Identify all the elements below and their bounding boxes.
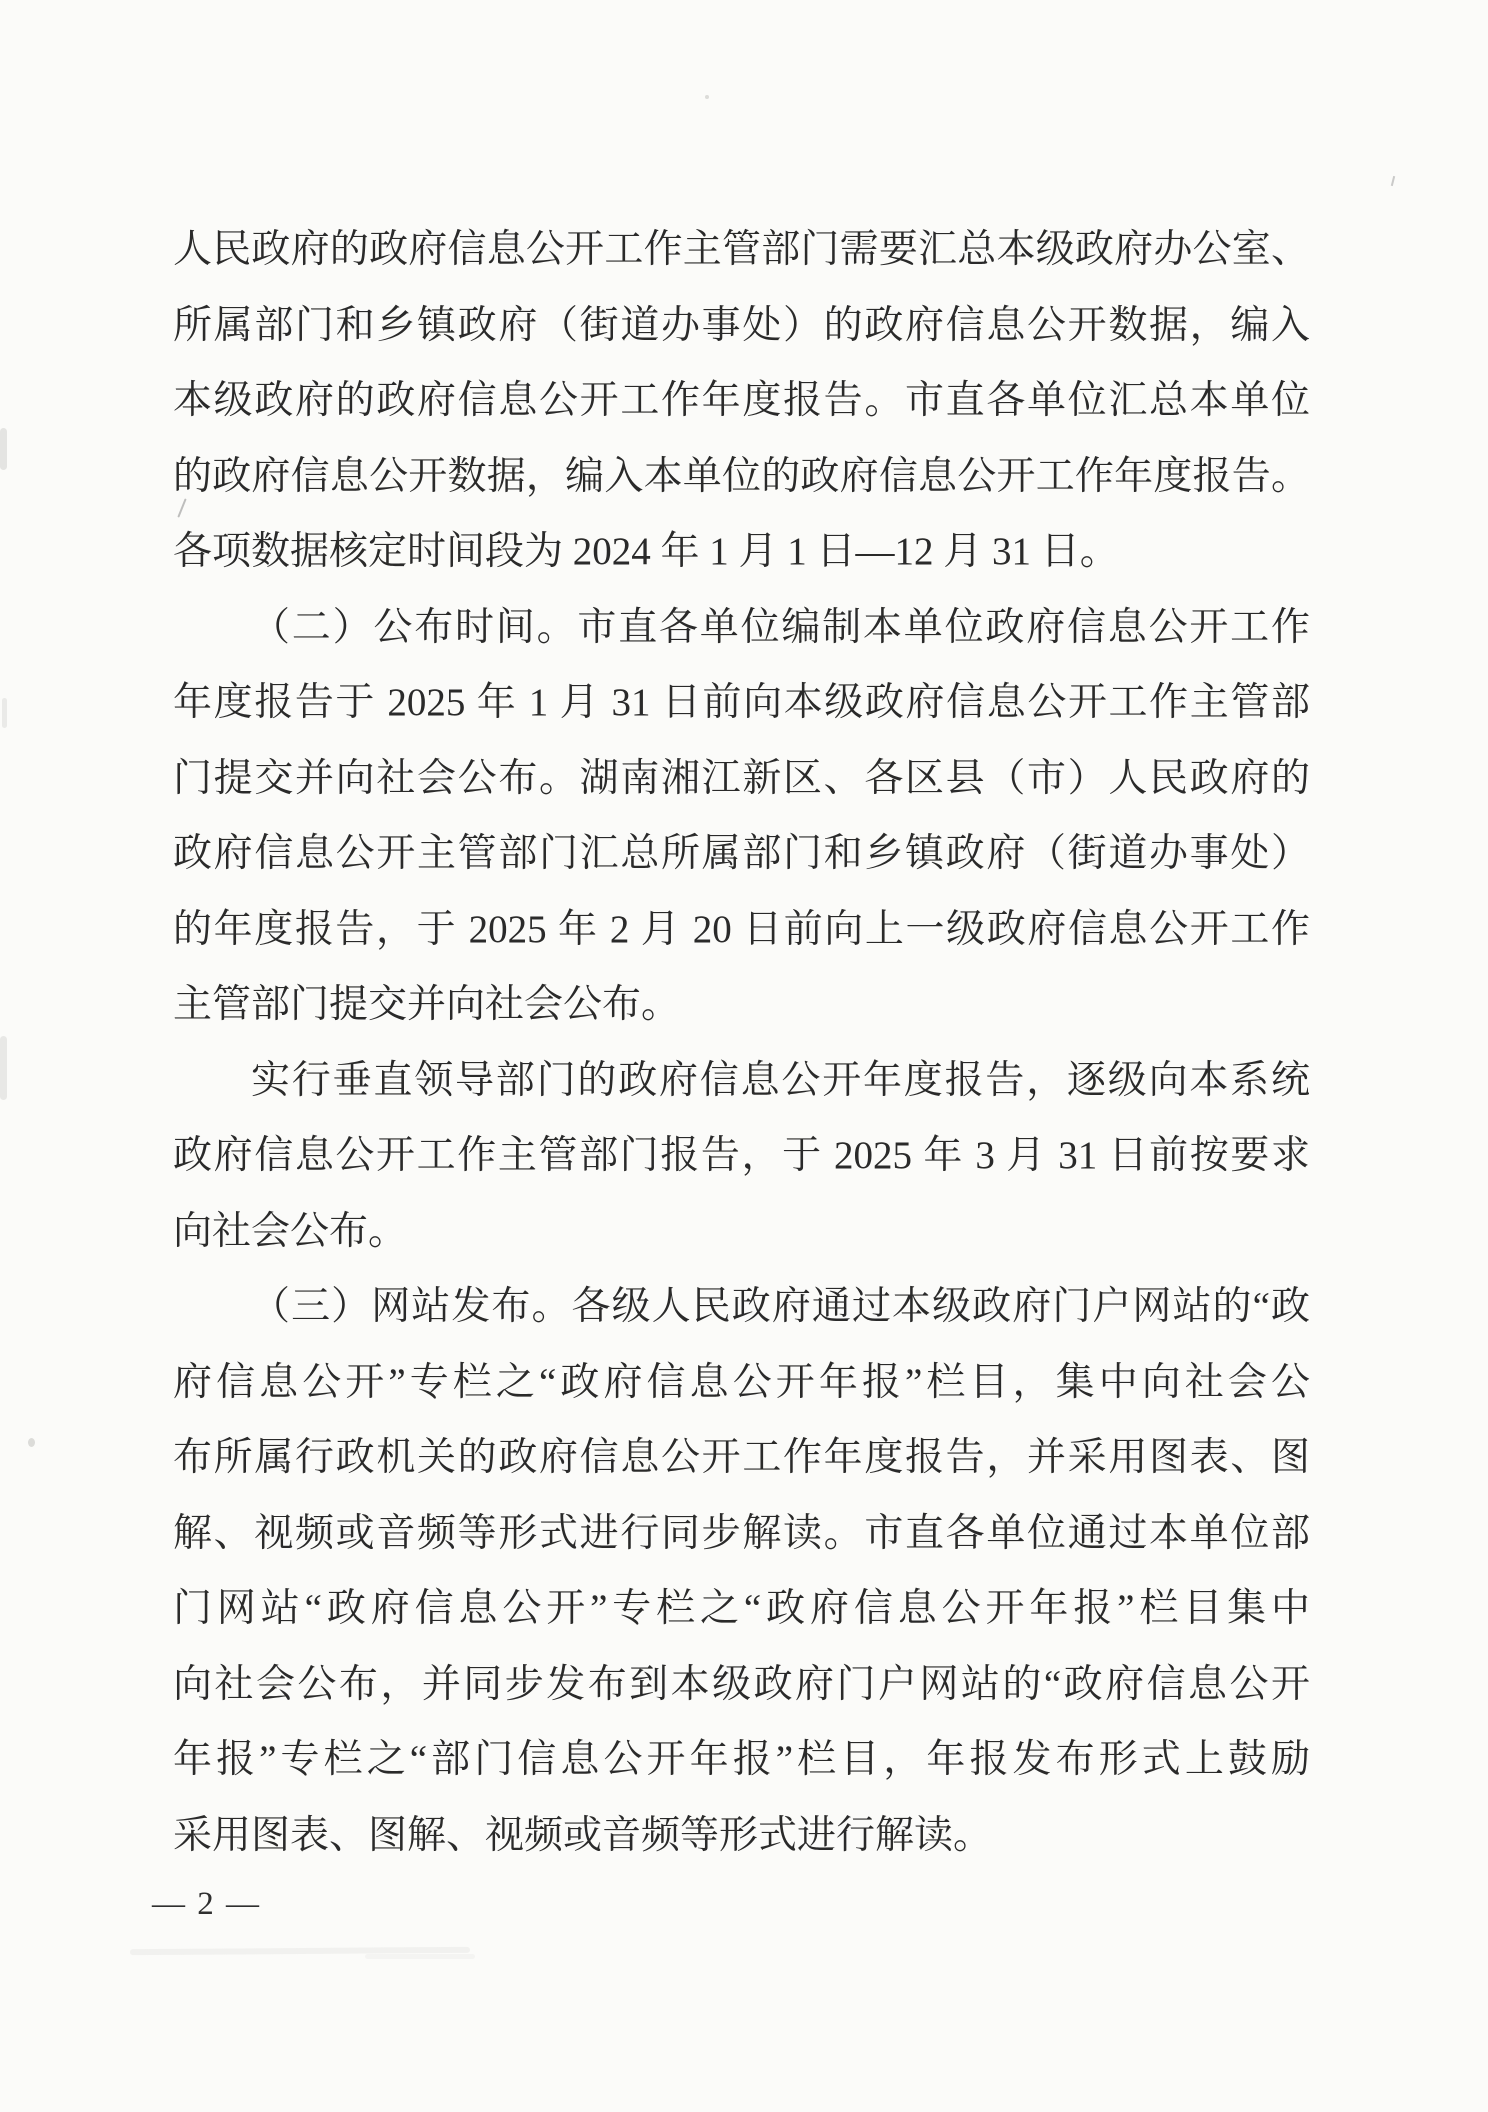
paragraph-3: [173, 1043, 1310, 1270]
document-line: 各项数据核定时间段为 2024 年 1 月 1 日—12 月 31 日。: [173, 530, 1119, 573]
scan-artifact-smudge: [0, 1036, 7, 1100]
page-number: — 2 —: [152, 1886, 261, 1922]
document-line: 向社会公布。: [173, 1209, 408, 1253]
document-line: 布所属行政机关的政府信息公开工作年度报告，并采用图表、图: [173, 1436, 1310, 1479]
paragraph-1: [173, 212, 1310, 590]
paragraph-2: [173, 590, 1310, 1043]
document-line: 解、视频或音频等形式进行同步解读。市直各单位通过本单位部: [173, 1511, 1310, 1555]
document-line: 的政府信息公开数据，编入本单位的政府信息公开工作年度报告。: [173, 454, 1310, 498]
document-line: 本级政府的政府信息公开工作年度报告。市直各单位汇总本单位: [173, 379, 1310, 422]
document-line: 年度报告于 2025 年 1 月 31 日前向本级政府信息公开工作主管部: [173, 681, 1310, 724]
document-line: 政府信息公开主管部门汇总所属部门和乡镇政府（街道办事处）: [173, 832, 1310, 875]
scan-artifact-smudge: [28, 1438, 35, 1447]
document-line: 采用图表、图解、视频或音频等形式进行解读。: [173, 1813, 993, 1857]
document-line: （三）网站发布。各级人民政府通过本级政府门户网站的“政: [251, 1285, 1310, 1328]
document-line: 门网站“政府信息公开”专栏之“政府信息公开年报”栏目集中: [173, 1587, 1310, 1630]
document-line: （二）公布时间。市直各单位编制本单位政府信息公开工作: [251, 605, 1310, 649]
document-line: 实行垂直领导部门的政府信息公开年度报告，逐级向本系统: [251, 1058, 1310, 1102]
scan-artifact-wisp: [130, 1947, 470, 1955]
scan-artifact-speck: [705, 95, 709, 99]
document-line: 所属部门和乡镇政府（街道办事处）的政府信息公开数据，编入: [173, 303, 1310, 347]
scan-artifact-wisp: [365, 1954, 475, 1959]
document-body: [173, 212, 1310, 1873]
document-line: 主管部门提交并向社会公布。: [173, 983, 681, 1026]
scan-artifact-smudge: [0, 428, 7, 470]
document-line: 向社会公布，并同步发布到本级政府门户网站的“政府信息公开: [173, 1662, 1310, 1706]
scan-artifact-tick: [1391, 176, 1395, 186]
document-line: 的年度报告，于 2025 年 2 月 20 日前向上一级政府信息公开工作: [173, 907, 1310, 951]
document-line: 政府信息公开工作主管部门报告，于 2025 年 3 月 31 日前按要求: [173, 1134, 1310, 1177]
document-line: 府信息公开”专栏之“政府信息公开年报”栏目，集中向社会公: [173, 1360, 1310, 1404]
paragraph-4: [173, 1269, 1310, 1873]
scan-artifact-smudge: [2, 698, 7, 728]
document-line: 门提交并向社会公布。湖南湘江新区、各区县（市）人民政府的: [173, 756, 1310, 800]
document-line: 人民政府的政府信息公开工作主管部门需要汇总本级政府办公室、: [173, 228, 1310, 271]
document-line: 年报”专栏之“部门信息公开年报”栏目，年报发布形式上鼓励: [173, 1738, 1310, 1781]
